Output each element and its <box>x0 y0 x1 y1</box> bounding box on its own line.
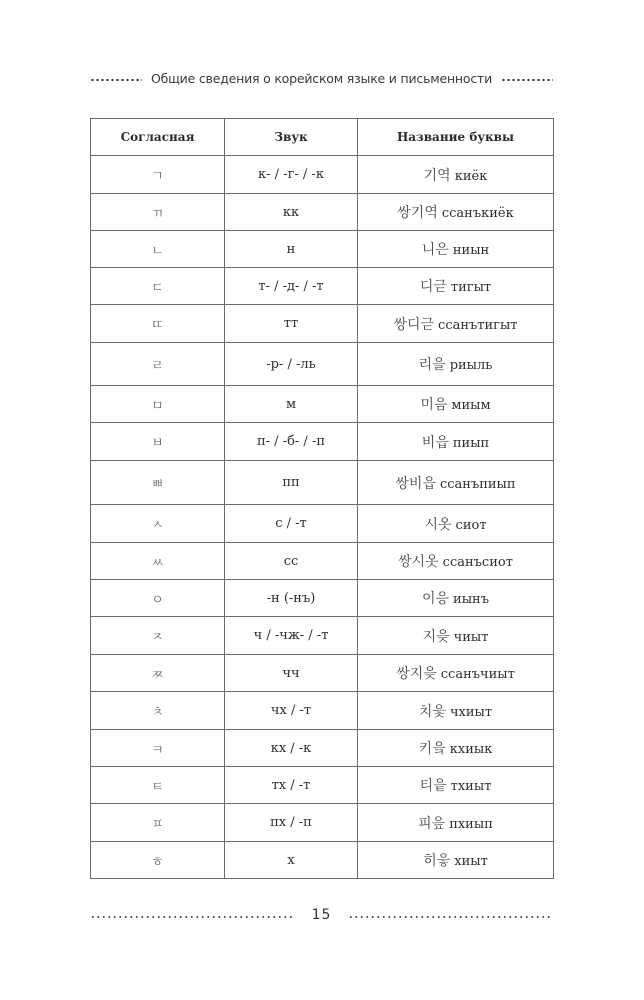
table-row <box>91 543 554 580</box>
letter-name-russian: чиыт <box>453 629 489 645</box>
letter-name-cell <box>358 268 554 305</box>
table-row <box>91 655 554 692</box>
consonant-cell: ㅇ <box>91 580 225 617</box>
consonant-cell: ㅎ <box>91 842 225 879</box>
header-consonant: Согласная <box>91 119 225 156</box>
letter-name-russian: ссанътигыт <box>438 317 518 333</box>
letter-name-hangul: 기역 <box>423 167 451 184</box>
letter-name-cell <box>358 655 554 692</box>
letter-name-russian: тхиыт <box>450 779 492 794</box>
sound-cell: кх / -к <box>225 730 358 767</box>
consonant-cell: ㅂ <box>91 423 225 461</box>
sound-cell: м <box>225 386 358 423</box>
table-row <box>91 194 554 231</box>
page-footer <box>90 904 553 926</box>
letter-name-cell <box>358 804 554 842</box>
letter-name-hangul: 비읍 <box>421 434 449 451</box>
consonant-cell: ㅉ <box>91 655 225 692</box>
letter-name-russian: ниын <box>452 243 490 258</box>
letter-name-cell <box>358 386 554 423</box>
letter-name-russian: тигыт <box>450 280 492 295</box>
leader-dots-left <box>90 73 142 83</box>
letter-name-cell <box>358 842 554 879</box>
letter-name-hangul: 니은 <box>421 242 449 258</box>
letter-name-cell <box>358 194 554 231</box>
table-row <box>91 268 554 305</box>
table-row <box>91 343 554 386</box>
sound-cell: с / -т <box>225 505 358 543</box>
letter-name-hangul: 키읔 <box>418 741 446 757</box>
table-header-row <box>91 119 554 156</box>
consonant-cell: ㄴ <box>91 231 225 268</box>
letter-name-russian: ссанъкиёк <box>441 206 514 221</box>
letter-name-russian: ссанъсиот <box>442 555 513 570</box>
table-row <box>91 580 554 617</box>
letter-name-hangul: 쌍지읒 <box>396 666 437 682</box>
consonant-cell: ㄹ <box>91 343 225 386</box>
footer-dots-left <box>90 910 295 920</box>
consonant-cell: ㅅ <box>91 505 225 543</box>
table-row <box>91 386 554 423</box>
consonant-cell: ㅌ <box>91 767 225 804</box>
letter-name-russian: ссанъпиып <box>439 476 516 492</box>
letter-name-cell <box>358 543 554 580</box>
letter-name-hangul: 미음 <box>420 397 448 413</box>
sound-cell: кк <box>225 194 358 231</box>
letter-name-cell <box>358 730 554 767</box>
letter-name-cell <box>358 580 554 617</box>
letter-name-cell <box>358 692 554 730</box>
letter-name-cell <box>358 767 554 804</box>
consonants-table <box>90 118 554 879</box>
table-row <box>91 505 554 543</box>
letter-name-russian: сиот <box>455 517 487 533</box>
table-row <box>91 804 554 842</box>
consonant-cell: ㅊ <box>91 692 225 730</box>
letter-name-cell <box>358 461 554 505</box>
consonant-cell: ㅃ <box>91 461 225 505</box>
letter-name-hangul: 시옷 <box>424 516 452 533</box>
letter-name-russian: киёк <box>454 168 488 184</box>
sound-cell: пх / -п <box>225 804 358 842</box>
letter-name-russian: хиыт <box>454 854 488 869</box>
table-row <box>91 461 554 505</box>
sound-cell: чч <box>225 655 358 692</box>
table-row <box>91 692 554 730</box>
consonant-cell: ㅆ <box>91 543 225 580</box>
consonant-cell: ㄱ <box>91 156 225 194</box>
table-row <box>91 423 554 461</box>
sound-cell: тт <box>225 305 358 343</box>
sound-cell: т- / -д- / -т <box>225 268 358 305</box>
table-row <box>91 305 554 343</box>
letter-name-hangul: 지읒 <box>422 628 450 645</box>
table-row <box>91 156 554 194</box>
letter-name-cell <box>358 156 554 194</box>
consonant-cell: ㄷ <box>91 268 225 305</box>
header-sound: Звук <box>225 119 358 156</box>
consonant-cell: ㅈ <box>91 617 225 655</box>
consonant-cell: ㅍ <box>91 804 225 842</box>
footer-dots-right <box>348 910 553 920</box>
sound-cell: н <box>225 231 358 268</box>
table-row <box>91 767 554 804</box>
consonant-cell: ㄸ <box>91 305 225 343</box>
letter-name-cell <box>358 505 554 543</box>
letter-name-hangul: 쌍비읍 <box>395 475 436 492</box>
header-letter-name: Название буквы <box>358 119 554 156</box>
sound-cell: чх / -т <box>225 692 358 730</box>
letter-name-cell <box>358 305 554 343</box>
letter-name-hangul: 디귿 <box>419 279 447 295</box>
letter-name-hangul: 히읗 <box>423 853 451 869</box>
letter-name-russian: пхиып <box>449 816 493 832</box>
page-number: 15 <box>311 907 332 923</box>
letter-name-hangul: 쌍시옷 <box>398 554 439 570</box>
letter-name-hangul: 리을 <box>418 357 446 373</box>
sound-cell: пп <box>225 461 358 505</box>
running-head <box>90 66 553 90</box>
letter-name-russian: кхиык <box>449 742 493 757</box>
sound-cell: -н (-нъ) <box>225 580 358 617</box>
letter-name-hangul: 쌍디귿 <box>393 316 435 333</box>
letter-name-russian: миым <box>451 398 491 413</box>
letter-name-hangul: 피읖 <box>418 815 446 832</box>
consonant-cell: ㅋ <box>91 730 225 767</box>
consonant-cell: ㄲ <box>91 194 225 231</box>
letter-name-russian: ссанъчиыт <box>440 667 515 682</box>
letter-name-russian: чхиыт <box>449 704 493 720</box>
table-row <box>91 730 554 767</box>
letter-name-cell <box>358 423 554 461</box>
letter-name-hangul: 쌍기역 <box>397 205 438 221</box>
letter-name-hangul: 티읕 <box>419 778 447 794</box>
sound-cell: тх / -т <box>225 767 358 804</box>
sound-cell: ч / -чж- / -т <box>225 617 358 655</box>
letter-name-cell <box>358 617 554 655</box>
sound-cell: -р- / -ль <box>225 343 358 386</box>
sound-cell: сс <box>225 543 358 580</box>
consonant-cell: ㅁ <box>91 386 225 423</box>
table-row <box>91 231 554 268</box>
leader-dots-right <box>501 73 553 83</box>
table-row <box>91 617 554 655</box>
letter-name-hangul: 치읓 <box>418 703 446 720</box>
table-body <box>91 156 554 879</box>
letter-name-russian: пиып <box>452 435 490 451</box>
sound-cell: х <box>225 842 358 879</box>
letter-name-cell <box>358 231 554 268</box>
letter-name-cell <box>358 343 554 386</box>
letter-name-hangul: 이응 <box>421 591 450 607</box>
table-row <box>91 842 554 879</box>
letter-name-russian: риыль <box>449 358 493 373</box>
running-head-title: Общие сведения о корейском языке и письменности <box>150 70 493 86</box>
sound-cell: п- / -б- / -п <box>225 423 358 461</box>
sound-cell: к- / -г- / -к <box>225 156 358 194</box>
letter-name-russian: иынъ <box>453 592 489 607</box>
